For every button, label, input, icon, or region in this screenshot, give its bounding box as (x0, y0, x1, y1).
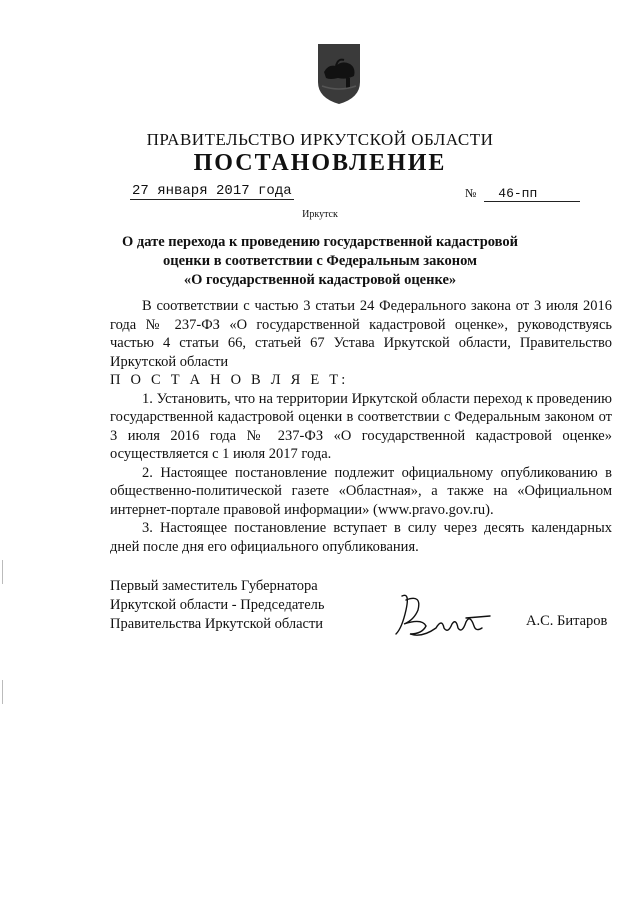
heading-line: оценки в соответствии с Федеральным законом (163, 253, 477, 269)
signatory-line: Правительства Иркутской области (110, 616, 324, 632)
heading-line: О дате перехода к проведению государственной кадастровой (121, 234, 519, 250)
document-number (465, 186, 580, 202)
heading-line: «О государственной кадастровой оценке» (183, 272, 457, 288)
signature-icon (392, 588, 492, 638)
item-2: 2. Настоящее постановление подлежит официальному опубликованию в общественно-политической газете «Областная», а также на «Официальном интернет-портале правовой информации» (www.pravo.gov.ru). (110, 464, 612, 518)
preamble-paragraph: В соответствии с частью 3 статьи 24 Федерального закона от 3 июля 2016 года № 237-ФЗ «О государственной кадастровой оценке», руководствуясь частью 4 статьи 66, статьей 67 Устава Иркутской области, Правительство Иркутской области (110, 298, 612, 370)
date-value: 27 января 2017 года (132, 183, 292, 199)
document-heading (100, 233, 540, 290)
item-1: 1. Установить, что на территории Иркутской области переход к проведению государственной кадастровой оценки в соответствии с Федеральным законом от 3 июля 2016 года № 237-ФЗ «О государственной кадастровой оценке» осуществляется с 1 июля 2017 года. (110, 390, 612, 462)
document-date (130, 183, 294, 200)
government-name: ПРАВИТЕЛЬСТВО ИРКУТСКОЙ ОБЛАСТИ (146, 130, 494, 149)
document-body (110, 297, 612, 556)
signatory-line: Иркутской области - Председатель (110, 597, 325, 613)
document-type: ПОСТАНОВЛЕНИЕ (193, 150, 447, 176)
city-name: Иркутск (302, 209, 338, 220)
number-value: 46-пп (484, 186, 580, 202)
scan-edge-mark (2, 560, 3, 584)
number-sign: № (465, 186, 477, 200)
signatory-name: А.С. Битаров (526, 613, 608, 629)
signatory-block (110, 577, 325, 634)
item-3: 3. Настоящее постановление вступает в силу через десять календарных дней после дня его официального опубликования. (110, 520, 612, 555)
signatory-line: Первый заместитель Губернатора (110, 578, 318, 594)
scan-edge-mark (2, 680, 3, 704)
decree-word: П О С Т А Н О В Л Я Е Т: (110, 372, 349, 388)
coat-of-arms-icon (316, 42, 362, 106)
